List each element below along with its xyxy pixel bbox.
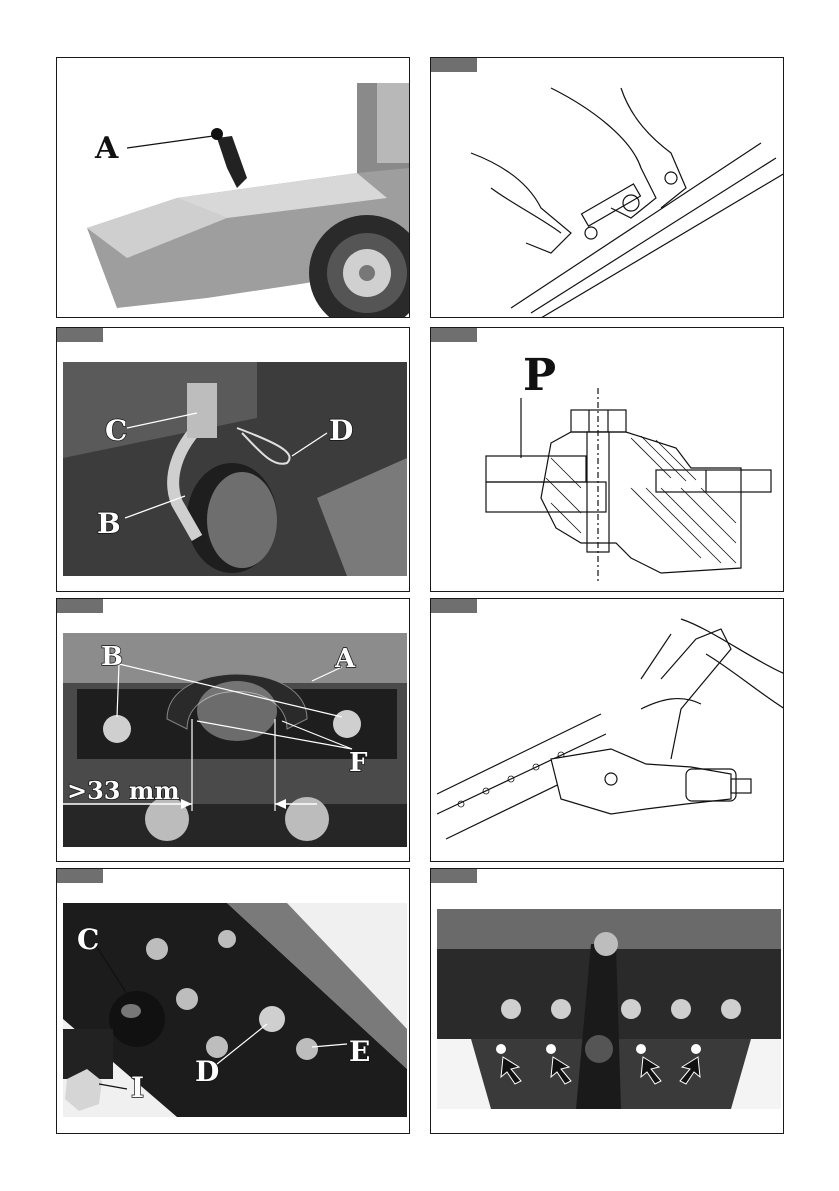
label-b: B [97,507,121,540]
figure-panel-7 [56,868,410,1134]
figure-panel-1 [56,57,410,318]
figure-panel-2 [430,57,784,318]
figure-panel-4 [430,327,784,592]
label-i: I [131,1071,145,1104]
label-p: P [523,350,557,401]
label-d: D [195,1055,220,1088]
label-b: B [101,642,123,672]
label-c: C [77,923,100,956]
tiller-hood-illustration [57,58,410,318]
label-a: A [335,644,356,674]
bolt-cross-section-drawing [431,328,784,592]
drill-blade-drawing [431,599,784,862]
figure-panel-5 [56,598,410,862]
blade-mount-measurement-photo [57,599,410,862]
blade-holes-photo [431,869,784,1134]
hands-blade-drawing [431,58,784,318]
label-d: D [329,414,354,447]
label-f: F [349,748,368,778]
figure-panel-6 [430,598,784,862]
measurement-label: >33 mm [67,776,180,805]
label-c: C [105,414,128,447]
figure-panel-3 [56,327,410,592]
label-a: A [95,131,119,166]
support-wheel-photo [57,328,410,592]
figure-panel-8 [430,868,784,1134]
label-e: E [349,1035,371,1068]
blade-assembly-photo [57,869,410,1134]
